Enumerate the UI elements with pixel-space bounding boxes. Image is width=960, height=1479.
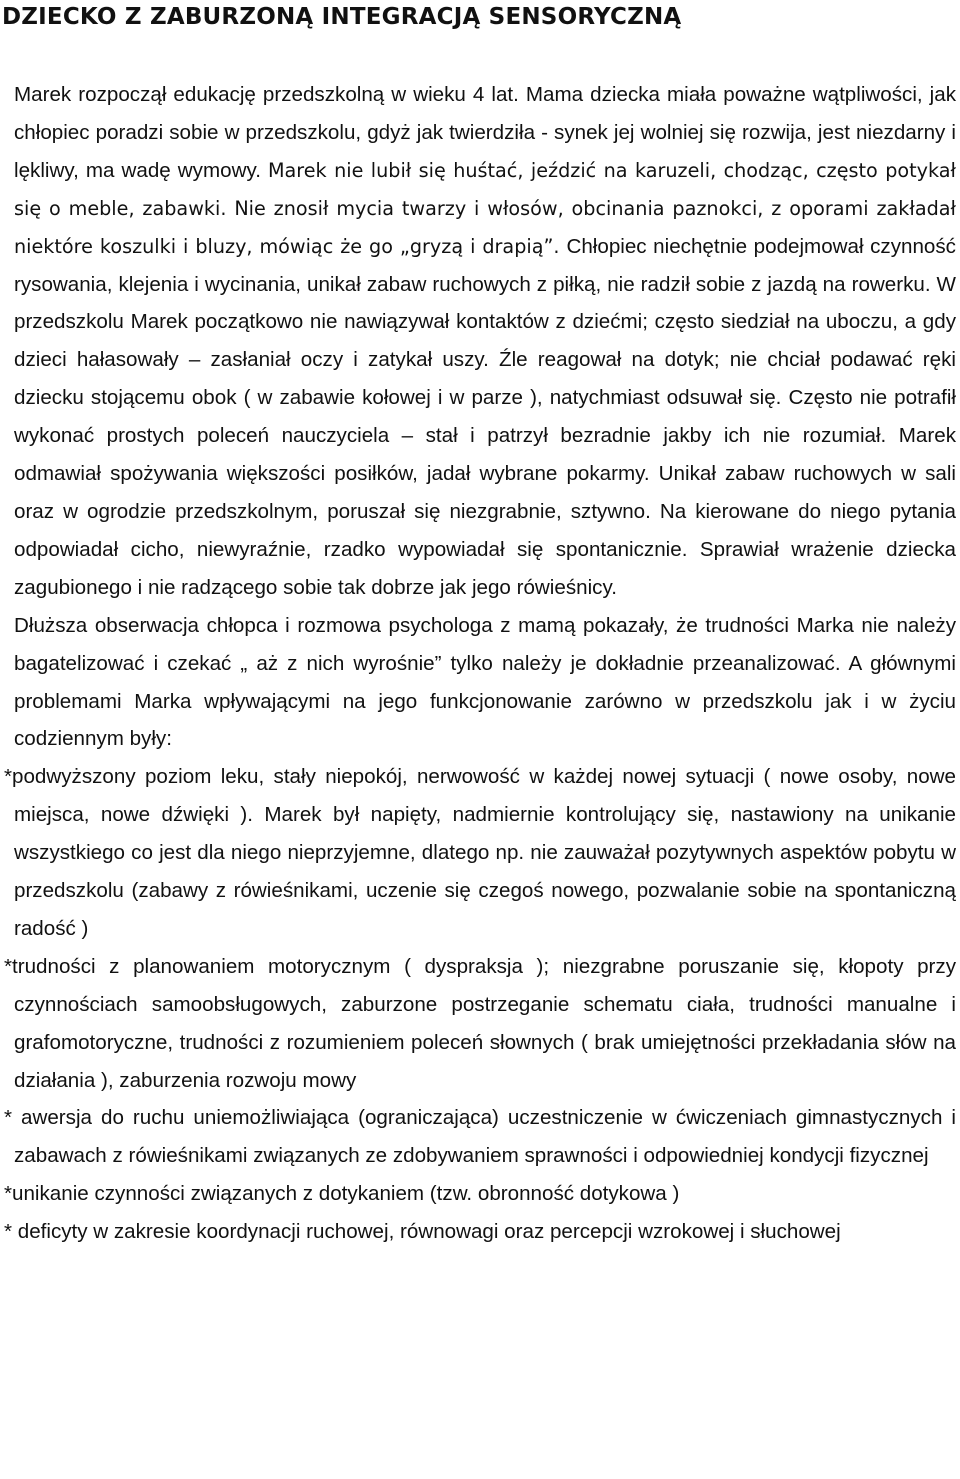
list-item: *unikanie czynności związanych z dotykaniem (tzw. obronność dotykowa ) bbox=[4, 1182, 680, 1206]
list-item: * deficyty w zakresie koordynacji ruchowej, równowagi oraz percepcji wzrokowej i słuchowej bbox=[4, 1220, 841, 1244]
paragraph-intro-part-3: Nie znosił mycia twarzy i włosów, obcinania paznokci, z oporami zakładał niektóre koszulki i bluzy, mówiąc że go „gryzą i drapią”. bbox=[14, 196, 956, 258]
document-title: DZIECKO Z ZABURZONĄ INTEGRACJĄ SENSORYCZNĄ bbox=[2, 4, 682, 30]
list-item: * awersja do ruchu uniemożliwiająca (ograniczająca) uczestniczenie w ćwiczeniach gimnastycznych i zabawach z rówieśnikami związanych ze zdobywaniem sprawności i odpowiedniej kondycji fizycznej bbox=[4, 1106, 956, 1168]
paragraph-intro-part-4: Chłopiec niechętnie podejmował czynność rysowania, klejenia i wycinania, unikał zabaw ruchowych z piłką, nie radził sobie z jazdą na rowerku. W przedszkolu Marek początkowo nie nawiązywał kontaktów z dziećmi; często siedział na uboczu, a gdy dzieci hałasowały – zasłaniał oczy i zatykał uszy. Źle reagował na dotyk; nie chciał podawać ręki dziecku stojącemu obok ( w zabawie kołowej i w parze ), natychmiast odsuwał się. Często nie potrafił wykonać prostych poleceń nauczyciela – stał i patrzył bezradnie jakby ich nie rozumiał. Marek odmawiał spożywania większości posiłków, jadał wybrane pokarmy. Unikał zabaw ruchowych w sali oraz w ogrodzie przedszkolnym, poruszał się niezgrabnie, sztywno. Na kierowane do niego pytania odpowiadał cicho, niewyraźnie, rzadko wypowiadał się spontanicznie. Sprawiał wrażenie dziecka zagubionego i nie radzącego sobie tak dobrze jak jego rówieśnicy. bbox=[14, 234, 956, 599]
paragraph-analysis: Dłuższa obserwacja chłopca i rozmowa psychologa z mamą pokazały, że trudności Marka nie należy bagatelizować i czekać „ aż z nich wyrośnie” tylko należy je dokładnie przeanalizować. A głównymi problemami Marka wpływającymi na jego funkcjonowanie zarówno w przedszkolu jak i w życiu codziennym były: bbox=[14, 613, 956, 751]
paragraph-intro-part-2: Marek nie lubił się huśtać, jeździć na karuzeli, chodząc, często potykał się o meble, zabawki. bbox=[14, 158, 956, 220]
paragraph-intro-part-1: Marek rozpoczął edukację przedszkolną w wieku 4 lat. Mama dziecka miała poważne wątpliwości, jak chłopiec poradzi sobie w przedszkolu, gdyż jak twierdziła - synek jej wolniej się rozwija, jest niezdarny i lękliwy, ma wadę wymowy. bbox=[14, 83, 956, 182]
paragraph-intro bbox=[14, 76, 956, 607]
list-item: *podwyższony poziom leku, stały niepokój, nerwowość w każdej nowej sytuacji ( nowe osoby, nowe miejsca, nowe dźwięki ). Marek był napięty, nadmiernie kontrolujący się, nastawiony na unikanie wszystkiego co jest dla niego nieprzyjemne, dlatego np. nie zauważał pozytywnych aspektów pobytu w przedszkolu (zabawy z rówieśnikami, uczenie się czegoś nowego, pozwalanie sobie na spontaniczną radość ) bbox=[4, 765, 956, 940]
document-body bbox=[4, 76, 956, 1251]
list-item: *trudności z planowaniem motorycznym ( dyspraksja ); niezgrabne poruszanie się, kłopoty przy czynnościach samoobsługowych, zaburzone postrzeganie schematu ciała, trudności manualne i grafomotoryczne, trudności z rozumieniem poleceń słownych ( brak umiejętności przekładania słów na działania ), zaburzenia rozwoju mowy bbox=[4, 954, 956, 1092]
